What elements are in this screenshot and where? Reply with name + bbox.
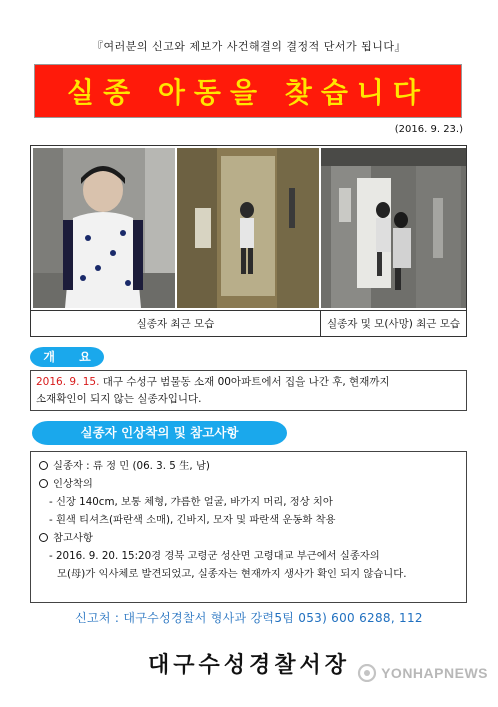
tip-notice: 『여러분의 신고와 제보가 사건해결의 결정적 단서가 됩니다』 (91, 40, 406, 53)
police-station: 대구수성경찰서장 (147, 653, 351, 678)
notes-line-2: 모(母)가 익사체로 발견되었고, 실종자는 현재까지 생사가 확인 되지 않습니다. (57, 568, 407, 580)
overview-line-1 (36, 374, 461, 391)
yonhap-watermark (356, 664, 488, 682)
report-contact: 신고처 : 대구수성경찰서 형사과 강력5팀 053) 600 6288, 112 (75, 611, 423, 625)
yonhap-logo-icon (356, 664, 378, 682)
person-info: 실종자 : 류 정 민 (06. 3. 5 生, 남) (53, 460, 210, 472)
circle-bullet-icon (39, 479, 48, 488)
photo-child-recent (33, 148, 175, 308)
features-box (30, 451, 467, 603)
page-title: 실종 아동을 찾습니다 (67, 76, 429, 109)
appearance-title: 인상착의 (53, 478, 93, 490)
appearance-line-2: - 흰색 티셔츠(파란색 소매), 긴바지, 모자 및 파란색 운동화 착용 (49, 514, 336, 526)
overview-text-1: 대구 수성구 범물동 소재 00아파트에서 집을 나간 후, 현재까지 (99, 376, 390, 388)
photo-elevator-child-mother (321, 148, 466, 308)
features-label: 실종자 인상착의 및 참고사항 (32, 421, 287, 445)
photo-panel (30, 145, 467, 337)
photo-elevator-child (177, 148, 319, 308)
overview-box (30, 370, 467, 411)
appearance-head (39, 475, 458, 493)
person-line (39, 457, 458, 475)
poster-date: (2016. 9. 23.) (394, 124, 463, 135)
title-banner (34, 64, 462, 118)
caption-child-mother: 실종자 및 모(사망) 최근 모습 (326, 318, 461, 330)
circle-bullet-icon (39, 461, 48, 470)
overview-label: 개 요 (30, 347, 104, 367)
caption-child-recent: 실종자 최근 모습 (31, 311, 321, 337)
notes-head (39, 529, 458, 547)
appearance-line-1: - 신장 140cm, 보통 체형, 갸름한 얼굴, 바가지 머리, 정상 치아 (49, 496, 333, 508)
missing-date: 2016. 9. 15. (36, 376, 100, 388)
notes-line-1: - 2016. 9. 20. 15:20경 경북 고령군 성산면 고령대교 부근에서 실종자의 (49, 550, 380, 562)
notes-title: 참고사항 (53, 532, 93, 544)
photo-captions (31, 310, 466, 336)
circle-bullet-icon (39, 533, 48, 542)
watermark-text: YONHAPNEWS (381, 665, 488, 681)
overview-line-2: 소재확인이 되지 않는 실종자입니다. (36, 393, 202, 405)
